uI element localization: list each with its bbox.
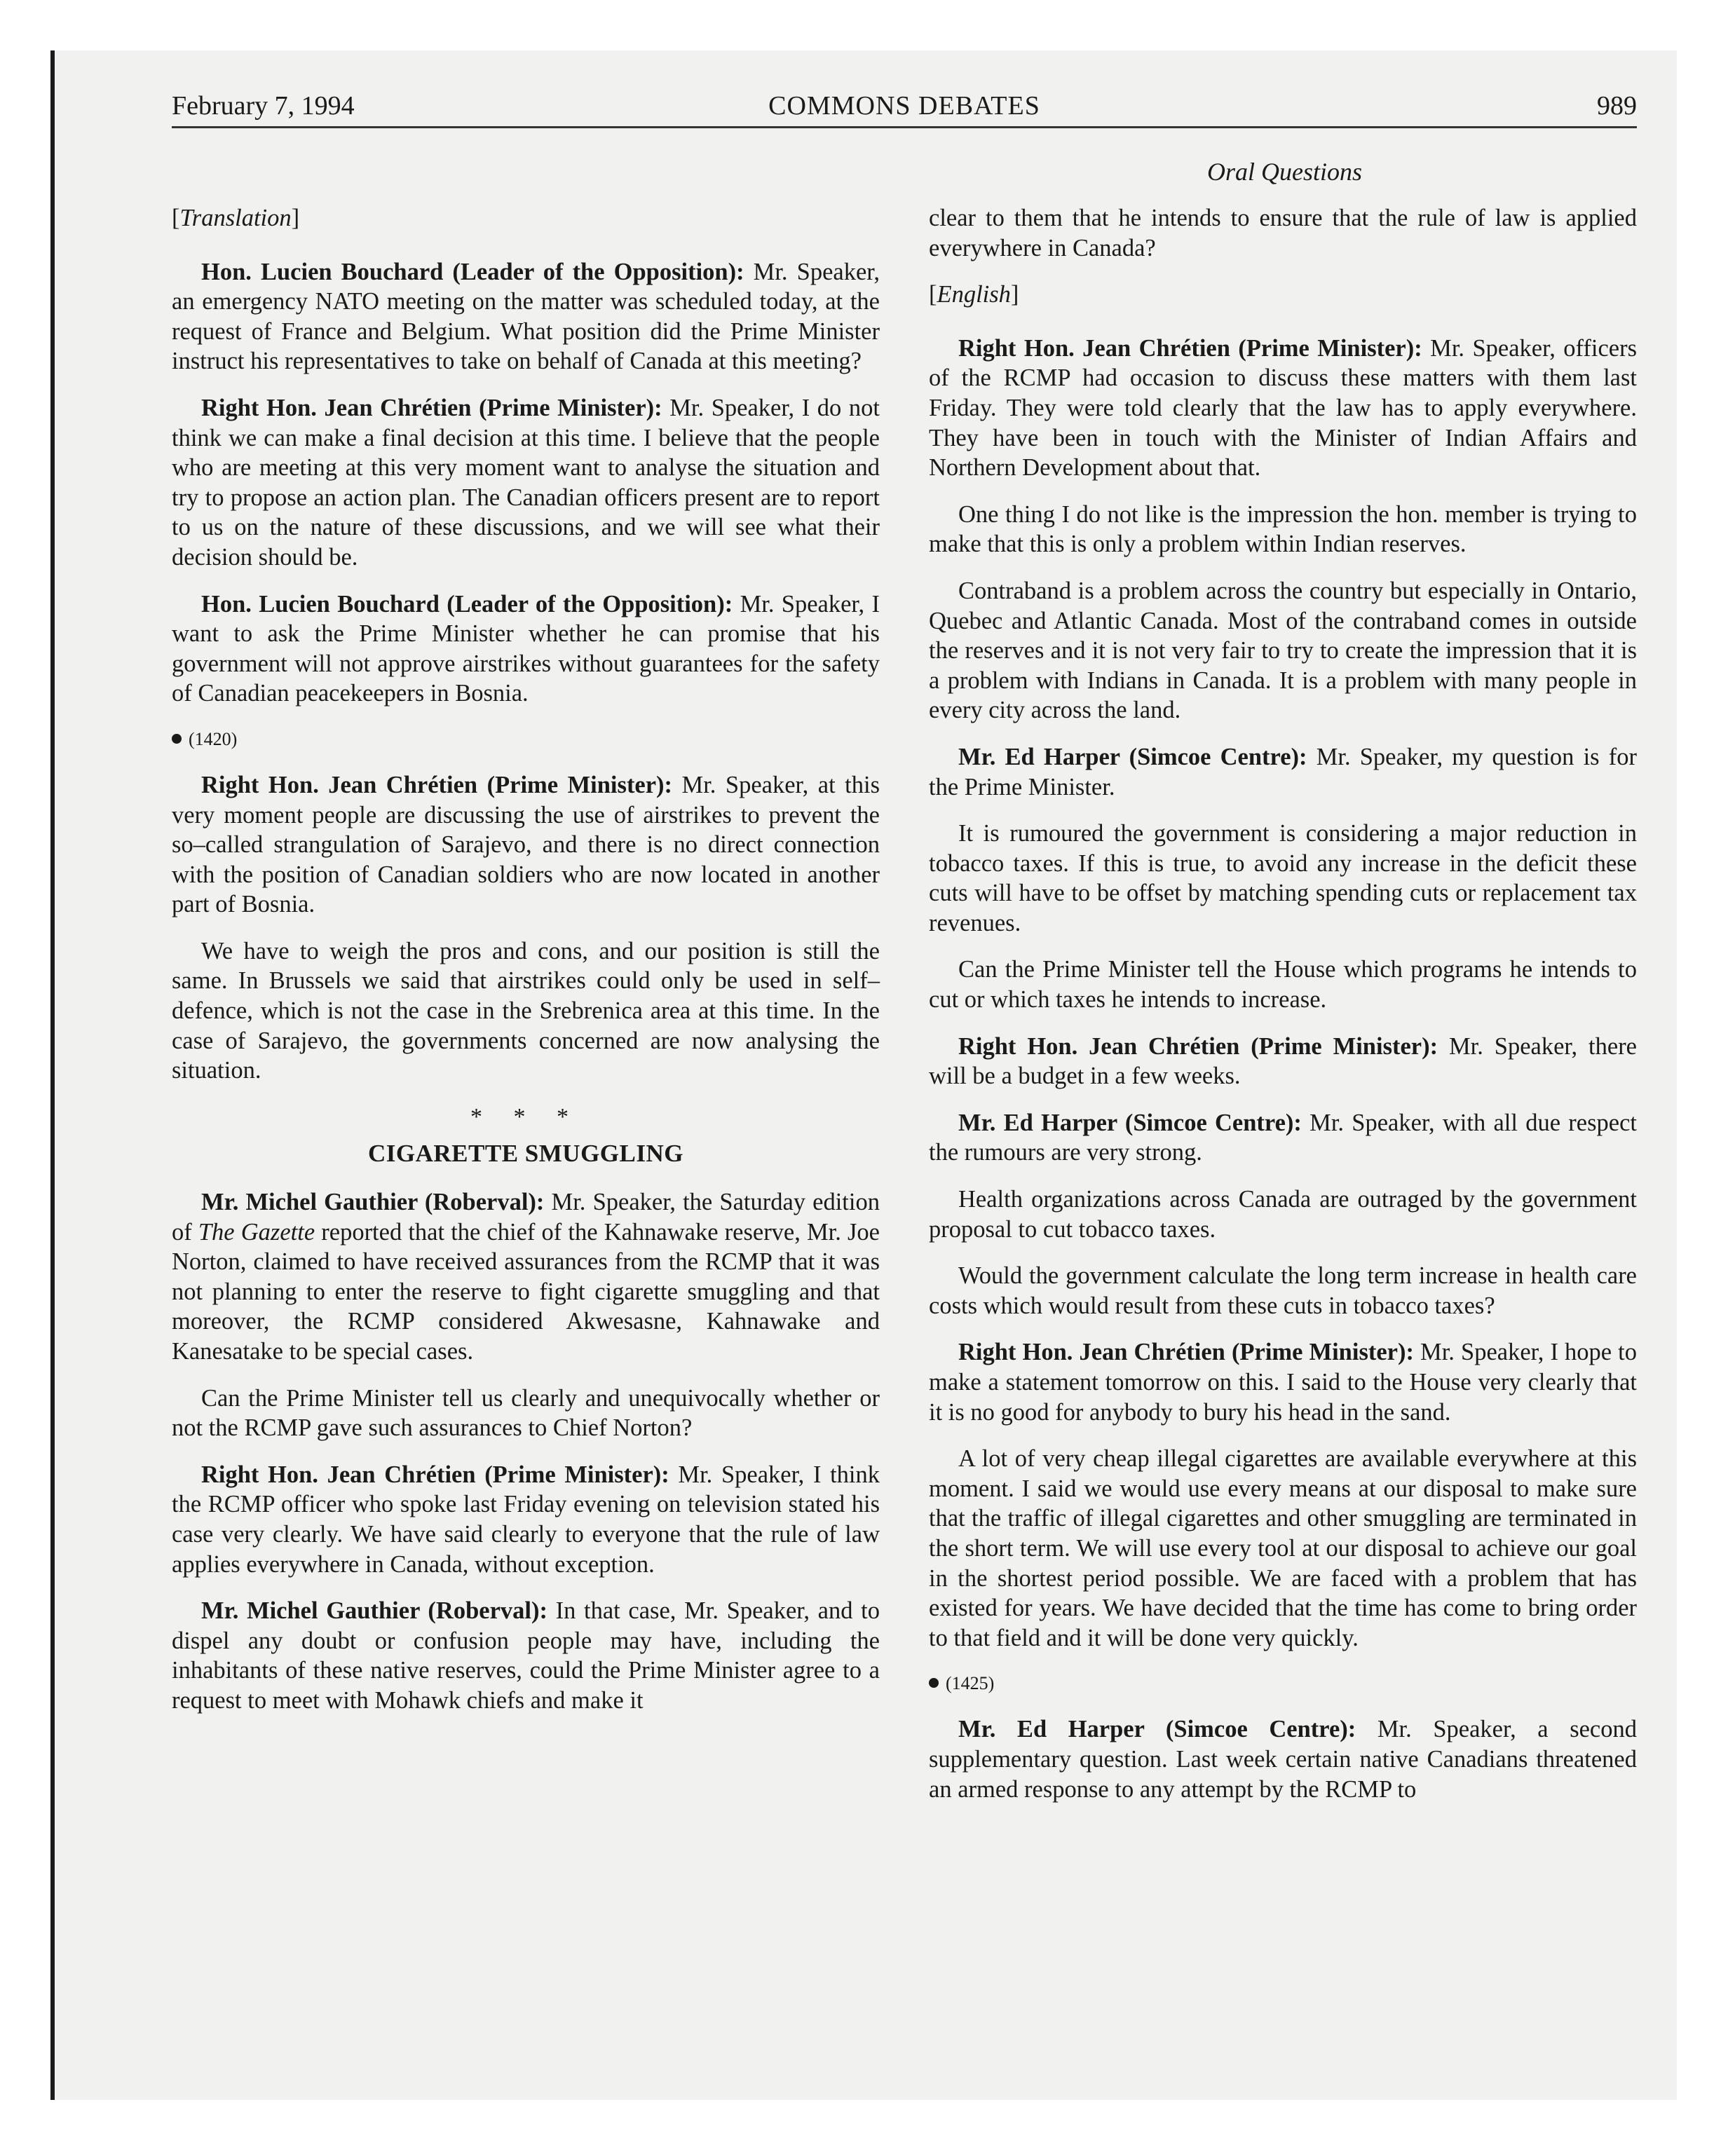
page-number: 989 xyxy=(1597,91,1637,121)
bullet-dot-icon xyxy=(172,734,182,744)
section-heading: CIGARETTE SMUGGLING xyxy=(368,1140,683,1168)
paragraph: It is rumoured the government is considering a major reduction in tobacco taxes. If this is true, to avoid any increase in the deficit these cuts will have to be offset by matching spending cuts or replacement tax revenues. xyxy=(929,820,1637,936)
speaker-name: Right Hon. Jean Chrétien (Prime Minister): xyxy=(958,1339,1414,1366)
paragraph: Hon. Lucien Bouchard (Leader of the Opposition): Mr. Speaker, an emergency NATO meeting on the matter was scheduled today, at the request of France and Belgium. What position did the Prime Minister instruct his representatives to take on behalf of Canada at this meeting? xyxy=(172,258,880,375)
speaker-name: Right Hon. Jean Chrétien (Prime Minister): xyxy=(201,1461,669,1488)
paragraph: Hon. Lucien Bouchard (Leader of the Opposition): Mr. Speaker, I want to ask the Prime Minister whether he can promise that his government will not approve airstrikes without guarantees for the safety of Canadian peacekeepers in Bosnia. xyxy=(172,590,880,707)
speaker-name: Right Hon. Jean Chrétien (Prime Minister): xyxy=(201,394,662,421)
paragraph: We have to weigh the pros and cons, and our position is still the same. In Brussels we said that airstrikes could only be used in self–defence, which is not the case in the Srebrenica area at this time. In the case of Sarajevo, the governments concerned are now analysing the situation. xyxy=(172,937,880,1084)
speaker-name: Mr. Michel Gauthier (Roberval): xyxy=(201,1189,545,1216)
paragraph: Mr. Michel Gauthier (Roberval): Mr. Speaker, the Saturday edition of The Gazette reported that the chief of the Kahnawake reserve, Mr. Joe Norton, claimed to have received assurances from the RCMP that it was not planning to enter the reserve to fight cigarette smuggling and that moreover, the RCMP considered Akwesasne, Kahnawake and Kanesatake to be special cases. xyxy=(172,1189,880,1365)
paragraph: Mr. Ed Harper (Simcoe Centre): Mr. Speaker, a second supplementary question. Last week certain native Canadians threatened an armed response to any attempt by the RCMP to xyxy=(929,1716,1637,1803)
paragraph: Contraband is a problem across the country but especially in Ontario, Quebec and Atlantic Canada. Most of the contraband comes in outside the reserves and it is not very fair to try to create the impression that it is a problem with Indians in Canada. It is a problem with many people in every city across the land. xyxy=(929,577,1637,724)
section-separator: * * * xyxy=(470,1103,581,1130)
speaker-name: Hon. Lucien Bouchard (Leader of the Opposition): xyxy=(201,258,744,285)
paragraph: Right Hon. Jean Chrétien (Prime Minister): Mr. Speaker, at this very moment people are discussing the use of airstrikes to prevent the so–called strangulation of Sarajevo, and there is no direct connection with the position of Canadian soldiers who are now located in another part of Bosnia. xyxy=(172,771,880,918)
paragraph: Mr. Ed Harper (Simcoe Centre): Mr. Speaker, my question is for the Prime Minister. xyxy=(929,743,1637,800)
time-marker: (1425) xyxy=(929,1670,1637,1698)
speaker-name: Mr. Ed Harper (Simcoe Centre): xyxy=(958,743,1307,770)
section-label: Oral Questions xyxy=(1206,158,1362,186)
paragraph: Right Hon. Jean Chrétien (Prime Minister): Mr. Speaker, I think the RCMP officer who spoke last Friday evening on television stated his case very clearly. We have said clearly to everyone that the rule of law applies everywhere in Canada, without exception. xyxy=(172,1461,880,1578)
paragraph: A lot of very cheap illegal cigarettes are available everywhere at this moment. I said we would use every means at our disposal to make sure that the traffic of illegal cigarettes and other smuggling are terminated in the short term. We will use every tool at our disposal to achieve our goal in the shortest period possible. We are faced with a problem that has existed for years. We have decided that the time has come to bring order to that field and it will be done very quickly. xyxy=(929,1445,1637,1651)
right-column xyxy=(929,203,1637,1821)
paragraph: clear to them that he intends to ensure that the rule of law is applied everywhere in Canada? xyxy=(929,205,1637,261)
left-column xyxy=(172,203,880,1733)
running-header xyxy=(172,84,1637,128)
publication-title: The Gazette xyxy=(198,1218,315,1246)
paragraph: Right Hon. Jean Chrétien (Prime Minister): Mr. Speaker, there will be a budget in a few weeks. xyxy=(929,1032,1637,1090)
header-date: February 7, 1994 xyxy=(172,91,355,121)
speaker-name: Hon. Lucien Bouchard (Leader of the Opposition): xyxy=(201,590,733,618)
header-rule xyxy=(172,126,1637,128)
speaker-name: Right Hon. Jean Chrétien (Prime Minister): xyxy=(958,1032,1438,1060)
speaker-name: Mr. Michel Gauthier (Roberval): xyxy=(201,1597,547,1625)
speaker-name: Mr. Ed Harper (Simcoe Centre): xyxy=(958,1109,1302,1136)
paragraph: Right Hon. Jean Chrétien (Prime Minister): Mr. Speaker, I hope to make a statement tomorrow on this. I said to the House very clearly that it is no good for anybody to bury his head in the sand. xyxy=(929,1339,1637,1426)
speaker-name: Right Hon. Jean Chrétien (Prime Minister): xyxy=(201,771,673,798)
paragraph: Mr. Michel Gauthier (Roberval): In that case, Mr. Speaker, and to dispel any doubt or confusion people may have, including the inhabitants of these native reserves, could the Prime Minister agree to a request to meet with Mohawk chiefs and make it xyxy=(172,1597,880,1714)
paragraph: Right Hon. Jean Chrétien (Prime Minister): Mr. Speaker, officers of the RCMP had occasion to discuss these matters with them last Friday. They were told clearly that the law has to apply everywhere. They have been in touch with the Minister of Indian Affairs and Northern Development about that. xyxy=(929,334,1637,482)
paragraph: Health organizations across Canada are outraged by the government proposal to cut tobacco taxes. xyxy=(929,1186,1637,1243)
paragraph: One thing I do not like is the impression the hon. member is trying to make that this is only a problem within Indian reserves. xyxy=(929,500,1637,558)
paragraph: Right Hon. Jean Chrétien (Prime Minister): Mr. Speaker, I do not think we can make a final decision at this time. I believe that the people who are meeting at this very moment want to analyse the situation and try to propose an action plan. The Canadian officers present are to report to us on the nature of these discussions, and we will see what their decision should be. xyxy=(172,394,880,571)
paragraph: Can the Prime Minister tell the House which programs he intends to cut or which taxes he intends to increase. xyxy=(929,956,1637,1014)
language-marker: [English] xyxy=(929,281,1019,308)
paragraph: Can the Prime Minister tell us clearly and unequivocally whether or not the RCMP gave such assurances to Chief Norton? xyxy=(172,1384,880,1442)
bullet-dot-icon xyxy=(929,1678,939,1688)
time-marker: (1420) xyxy=(172,725,880,753)
speaker-name: Mr. Ed Harper (Simcoe Centre): xyxy=(958,1716,1356,1743)
paragraph: Would the government calculate the long term increase in health care costs which would result from these cuts in tobacco taxes? xyxy=(929,1262,1637,1319)
header-title: COMMONS DEBATES xyxy=(768,91,1040,121)
language-marker: [Translation] xyxy=(172,205,300,231)
paragraph: Mr. Ed Harper (Simcoe Centre): Mr. Speaker, with all due respect the rumours are very strong. xyxy=(929,1109,1637,1166)
speaker-name: Right Hon. Jean Chrétien (Prime Minister): xyxy=(958,334,1422,362)
